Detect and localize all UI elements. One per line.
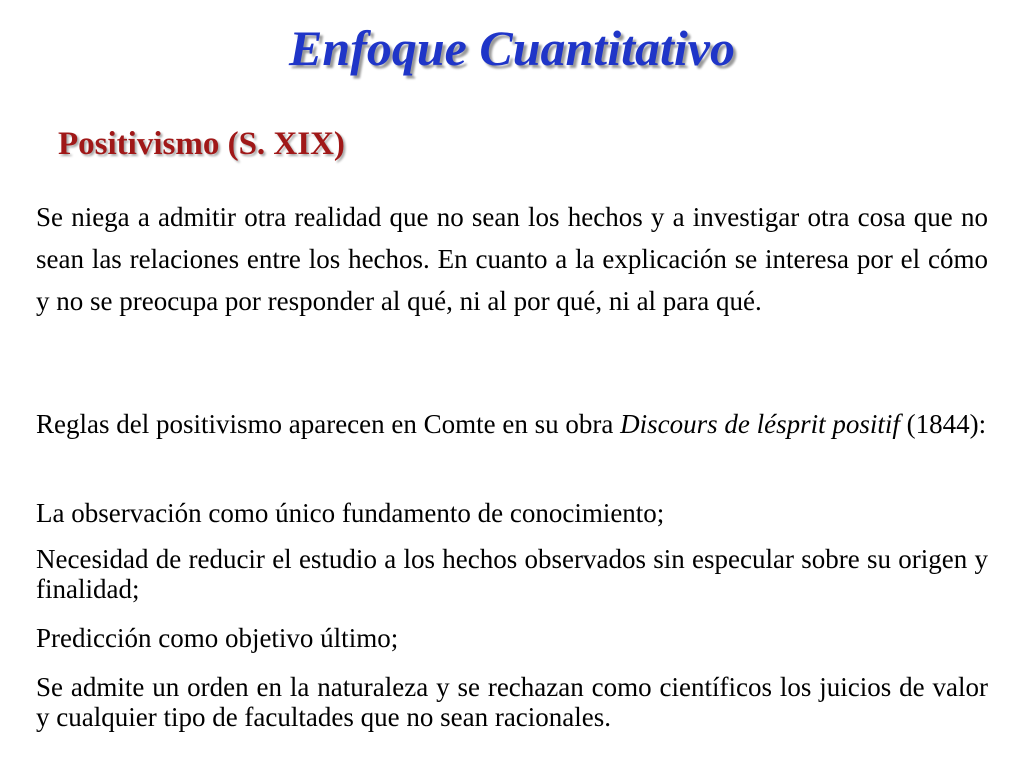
rule-item-1: La observación como único fundamento de conocimiento; xyxy=(36,498,665,528)
slide-subtitle: Positivismo (S. XIX) xyxy=(58,126,345,162)
rule-item-3: Predicción como objetivo último; xyxy=(36,623,399,653)
rule-item-4: Se admite un orden en la naturaleza y se rechazan como científicos los juicios de valor y cualquier tipo de facultades que no sean racionales. xyxy=(36,672,988,732)
rules-intro-paragraph xyxy=(36,404,988,444)
rules-intro-after: (1844): xyxy=(899,409,987,439)
rules-intro-before: Reglas del positivismo aparecen en Comte en su obra xyxy=(36,409,621,439)
slide-title: Enfoque Cuantitativo xyxy=(289,20,735,76)
intro-paragraph: Se niega a admitir otra realidad que no sean los hechos y a investigar otra cosa que no sean las relaciones entre los hechos. En cuanto a la explicación se interesa por el cómo y no se preocupa por responder al qué, ni al por qué, ni al para qué. xyxy=(36,202,988,316)
work-title: Discours de lésprit positif xyxy=(620,409,900,439)
rule-item-2: Necesidad de reducir el estudio a los hechos observados sin especular sobre su origen y finalidad; xyxy=(36,544,988,604)
